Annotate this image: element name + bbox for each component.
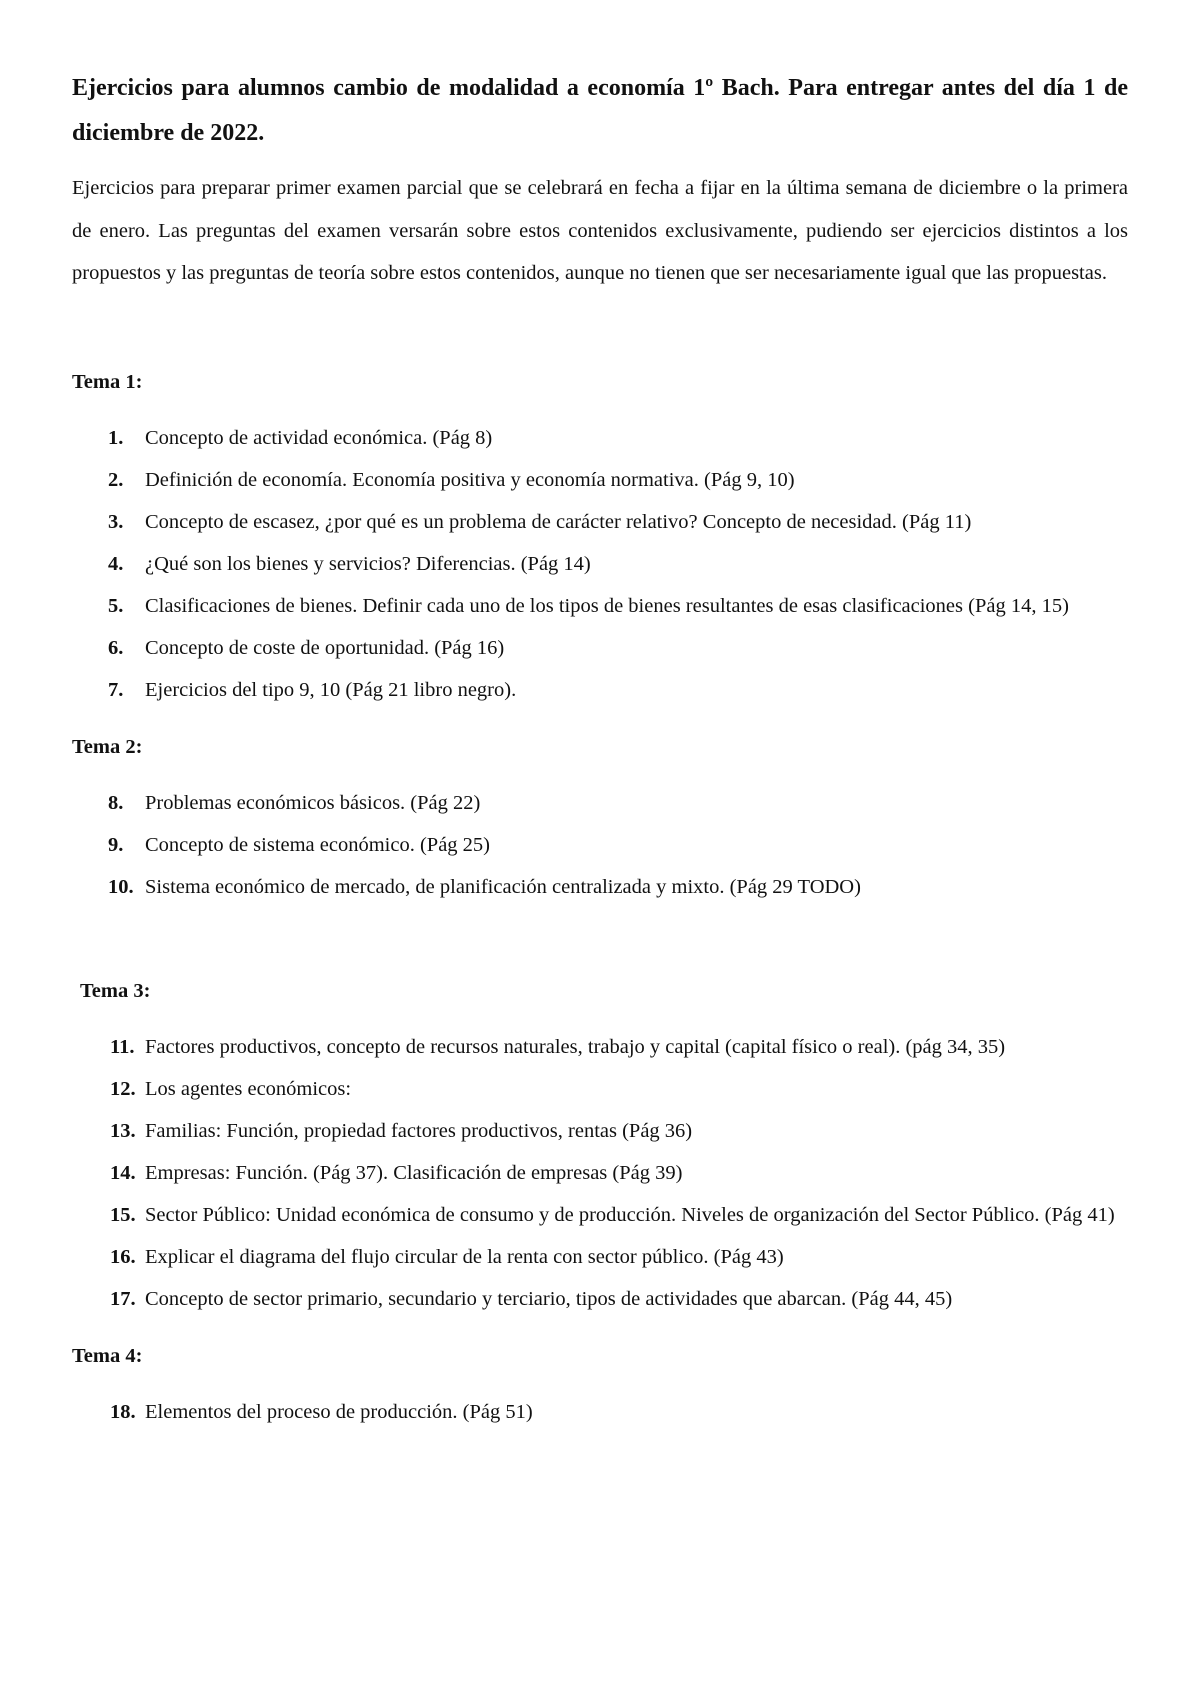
list-item [72, 1068, 1128, 1110]
item-text: Definición de economía. Economía positiva y economía normativa. (Pág 9, 10) [145, 468, 795, 491]
list-item [72, 1026, 1128, 1068]
item-number: 14. [110, 1161, 136, 1184]
list-item [72, 669, 1128, 711]
list-item [72, 1152, 1128, 1194]
item-text: Factores productivos, concepto de recursos naturales, trabajo y capital (capital físico o real). (pág 34, 35) [145, 1035, 1006, 1058]
item-text: Los agentes económicos: [145, 1077, 352, 1100]
list-item [72, 1391, 1128, 1433]
item-text: Concepto de escasez, ¿por qué es un problema de carácter relativo? Concepto de necesidad. (Pág 11) [145, 510, 972, 533]
list-item [72, 543, 1128, 585]
item-number: 1. [108, 426, 124, 449]
list-item [72, 1236, 1128, 1278]
list-item [72, 1278, 1128, 1320]
item-number: 6. [108, 636, 124, 659]
item-number: 17. [110, 1287, 136, 1310]
list-item [72, 417, 1128, 459]
item-text: Concepto de actividad económica. (Pág 8) [145, 426, 493, 449]
item-text: Concepto de sector primario, secundario y terciario, tipos de actividades que abarcan. (Pág 44, 45) [145, 1287, 953, 1310]
exercise-list-tema-4 [72, 1391, 1128, 1433]
item-number: 10. [108, 875, 134, 898]
list-item [72, 501, 1128, 543]
item-text: Explicar el diagrama del flujo circular de la renta con sector público. (Pág 43) [145, 1245, 784, 1268]
item-number: 13. [110, 1119, 136, 1142]
item-number: 7. [108, 678, 124, 701]
section-title-tema-3: Tema 3: [80, 979, 151, 1002]
list-item [72, 585, 1128, 627]
item-text: Empresas: Función. (Pág 37). Clasificación de empresas (Pág 39) [145, 1161, 683, 1184]
document-title: Ejercicios para alumnos cambio de modalidad a economía 1º Bach. Para entregar antes del día 1 de diciembre de 2022. [72, 75, 1128, 146]
item-text: Concepto de sistema económico. (Pág 25) [145, 833, 490, 856]
list-item [72, 1194, 1128, 1236]
item-number: 4. [108, 552, 124, 575]
section-title-tema-4: Tema 4: [72, 1344, 143, 1367]
list-item [72, 782, 1128, 824]
item-text: Sistema económico de mercado, de planificación centralizada y mixto. (Pág 29 TODO) [145, 875, 861, 898]
item-number: 5. [108, 594, 124, 617]
list-item [72, 1110, 1128, 1152]
item-number: 15. [110, 1203, 136, 1226]
exercise-list-tema-1 [72, 417, 1128, 711]
item-text: Clasificaciones de bienes. Definir cada uno de los tipos de bienes resultantes de esas clasificaciones (Pág 14, 15) [145, 594, 1069, 617]
exercise-list-tema-3 [72, 1026, 1128, 1320]
item-text: ¿Qué son los bienes y servicios? Diferencias. (Pág 14) [145, 552, 591, 575]
item-text: Familias: Función, propiedad factores productivos, rentas (Pág 36) [145, 1119, 693, 1142]
item-number: 12. [110, 1077, 136, 1100]
section-title-tema-2: Tema 2: [72, 735, 143, 758]
list-item [72, 866, 1128, 908]
item-text: Problemas económicos básicos. (Pág 22) [145, 791, 481, 814]
item-number: 3. [108, 510, 124, 533]
exercise-list-tema-2 [72, 782, 1128, 908]
item-number: 8. [108, 791, 124, 814]
list-item [72, 627, 1128, 669]
list-item [72, 824, 1128, 866]
item-text: Sector Público: Unidad económica de consumo y de producción. Niveles de organización del Sector Público. (Pág 41) [145, 1203, 1115, 1226]
item-number: 16. [110, 1245, 136, 1268]
item-number: 18. [110, 1400, 136, 1423]
item-text: Elementos del proceso de producción. (Pág 51) [145, 1400, 533, 1423]
intro-paragraph: Ejercicios para preparar primer examen parcial que se celebrará en fecha a fijar en la última semana de diciembre o la primera de enero. Las preguntas del examen versarán sobre estos contenidos exclusivamente, pudiendo ser ejercicios distintos a los propuestos y las preguntas de teoría sobre estos contenidos, aunque no tienen que ser necesariamente igual que las propuestas. [72, 177, 1128, 284]
item-text: Concepto de coste de oportunidad. (Pág 16) [145, 636, 505, 659]
item-text: Ejercicios del tipo 9, 10 (Pág 21 libro negro). [145, 678, 517, 701]
item-number: 2. [108, 468, 124, 491]
item-number: 11. [110, 1035, 135, 1058]
list-item [72, 459, 1128, 501]
section-title-tema-1: Tema 1: [72, 370, 143, 393]
item-number: 9. [108, 833, 124, 856]
